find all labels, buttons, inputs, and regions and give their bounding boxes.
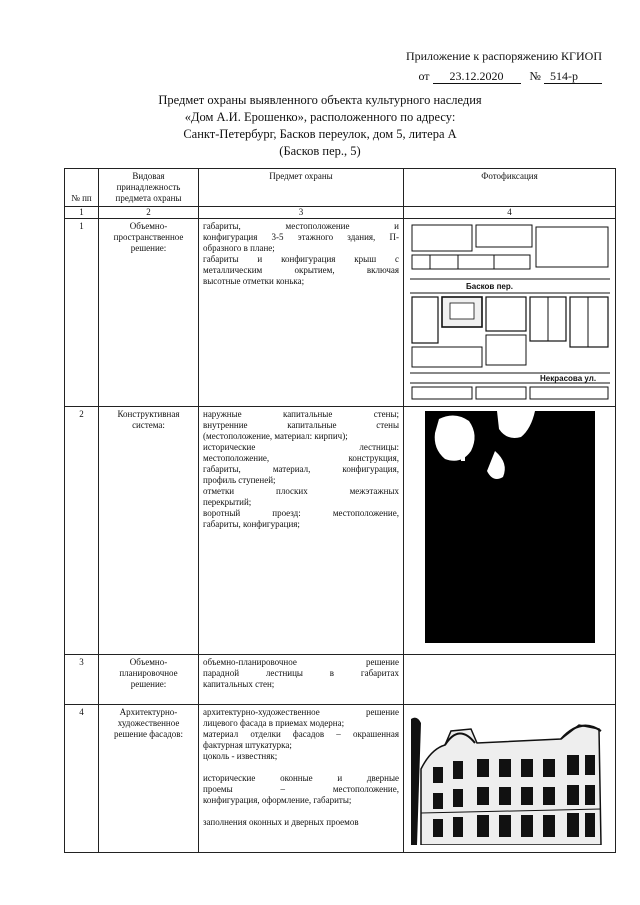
column-number: 3 bbox=[199, 207, 404, 219]
column-number: 2 bbox=[99, 207, 199, 219]
title-line: Предмет охраны выявленного объекта культурного наследия bbox=[158, 93, 482, 107]
subject-line: лицевого фасада в приемах модерна; bbox=[203, 718, 345, 728]
document-title bbox=[90, 92, 550, 160]
table-row bbox=[65, 655, 616, 705]
row-subject bbox=[199, 705, 404, 853]
subject-line: образного в плане; bbox=[203, 243, 275, 253]
row-subject bbox=[199, 407, 404, 655]
subject-line: (местоположение, материал: кирпич); bbox=[203, 431, 348, 441]
header-subject: Предмет охраны bbox=[199, 169, 404, 207]
column-number: 1 bbox=[65, 207, 99, 219]
subject-line: металлическим окрытием, включая bbox=[203, 265, 399, 275]
title-line: Санкт-Петербург, Басков переулок, дом 5, литера А bbox=[183, 127, 457, 141]
subject-line: фактурная штукатурка; bbox=[203, 740, 292, 750]
column-number: 4 bbox=[404, 207, 616, 219]
title-line: «Дом А.И. Ерошенко», расположенного по адресу: bbox=[184, 110, 456, 124]
number-label: № bbox=[529, 69, 541, 83]
subject-gap bbox=[203, 762, 399, 773]
map-street-top: Басков пер. bbox=[465, 282, 513, 291]
title-line: (Басков пер., 5) bbox=[279, 144, 361, 158]
protection-table bbox=[64, 168, 616, 853]
appendix-header bbox=[406, 47, 602, 85]
order-date: 23.12.2020 bbox=[433, 69, 521, 84]
subject-line: заполнения оконных и дверных проемов bbox=[203, 817, 359, 827]
row-photo bbox=[404, 219, 616, 407]
row-number: 4 bbox=[65, 705, 99, 853]
table-row bbox=[65, 407, 616, 655]
appendix-date-line bbox=[406, 67, 602, 85]
subject-line: цоколь - известняк; bbox=[203, 751, 278, 761]
row-photo bbox=[404, 705, 616, 853]
subject-line: внутренние капитальные стены bbox=[203, 420, 399, 430]
cadastral-map bbox=[410, 223, 610, 401]
row-type: Конструктивная система: bbox=[99, 407, 199, 655]
row-type: Объемно-планировочное решение: bbox=[99, 655, 199, 705]
table-row bbox=[65, 219, 616, 407]
from-label: от bbox=[418, 69, 430, 83]
row-number: 2 bbox=[65, 407, 99, 655]
row-subject bbox=[199, 655, 404, 705]
subject-line: габариты, материал, конфигурация, bbox=[203, 464, 399, 474]
subject-line: парадной лестницы в габаритах bbox=[203, 668, 399, 678]
table-row bbox=[65, 705, 616, 853]
subject-line: исторические оконные и дверные bbox=[203, 773, 399, 783]
subject-line: отметки плоских межэтажных bbox=[203, 486, 399, 496]
column-number-row bbox=[65, 207, 616, 219]
subject-line: исторические лестницы: bbox=[203, 442, 399, 452]
row-type: Объемно-пространственное решение: bbox=[99, 219, 199, 407]
header-num: № пп bbox=[65, 169, 99, 207]
row-photo-empty bbox=[404, 655, 616, 705]
row-photo bbox=[404, 407, 616, 655]
row-number: 3 bbox=[65, 655, 99, 705]
subject-line: конфигурация, оформление, габариты; bbox=[203, 795, 352, 805]
stairwell-photo bbox=[425, 411, 595, 643]
subject-line: материал отделки фасадов – окрашенная bbox=[203, 729, 399, 739]
subject-line: габариты и конфигурация крыш с bbox=[203, 254, 399, 264]
facade-photo bbox=[411, 709, 609, 845]
table-header-row bbox=[65, 169, 616, 207]
row-number: 1 bbox=[65, 219, 99, 407]
subject-line: воротный проезд: местоположение, bbox=[203, 508, 399, 518]
subject-line: конфигурация 3-5 этажного здания, П- bbox=[203, 232, 399, 242]
subject-line: габариты, конфигурация; bbox=[203, 519, 300, 529]
order-number: 514-р bbox=[544, 69, 602, 84]
subject-line: проемы – местоположение, bbox=[203, 784, 399, 794]
subject-line: габариты, местоположение и bbox=[203, 221, 399, 231]
subject-line: местоположение, конструкция, bbox=[203, 453, 399, 463]
subject-line: профиль ступеней; bbox=[203, 475, 276, 485]
appendix-title: Приложение к распоряжению КГИОП bbox=[405, 49, 602, 63]
subject-line: капитальных стен; bbox=[203, 679, 275, 689]
subject-line: перекрытий; bbox=[203, 497, 252, 507]
subject-gap bbox=[203, 806, 399, 817]
subject-line: высотные отметки конька; bbox=[203, 276, 305, 286]
row-type: Архитектурно-художественное решение фасадов: bbox=[99, 705, 199, 853]
header-type: Видовая принадлежность предмета охраны bbox=[99, 169, 199, 207]
map-street-bottom: Некрасова ул. bbox=[539, 374, 596, 383]
header-photo: Фотофиксация bbox=[404, 169, 616, 207]
subject-line: архитектурно-художественное решение bbox=[203, 707, 399, 717]
subject-line: наружные капитальные стены; bbox=[203, 409, 399, 419]
row-subject bbox=[199, 219, 404, 407]
subject-line: объемно-планировочное решение bbox=[203, 657, 399, 667]
